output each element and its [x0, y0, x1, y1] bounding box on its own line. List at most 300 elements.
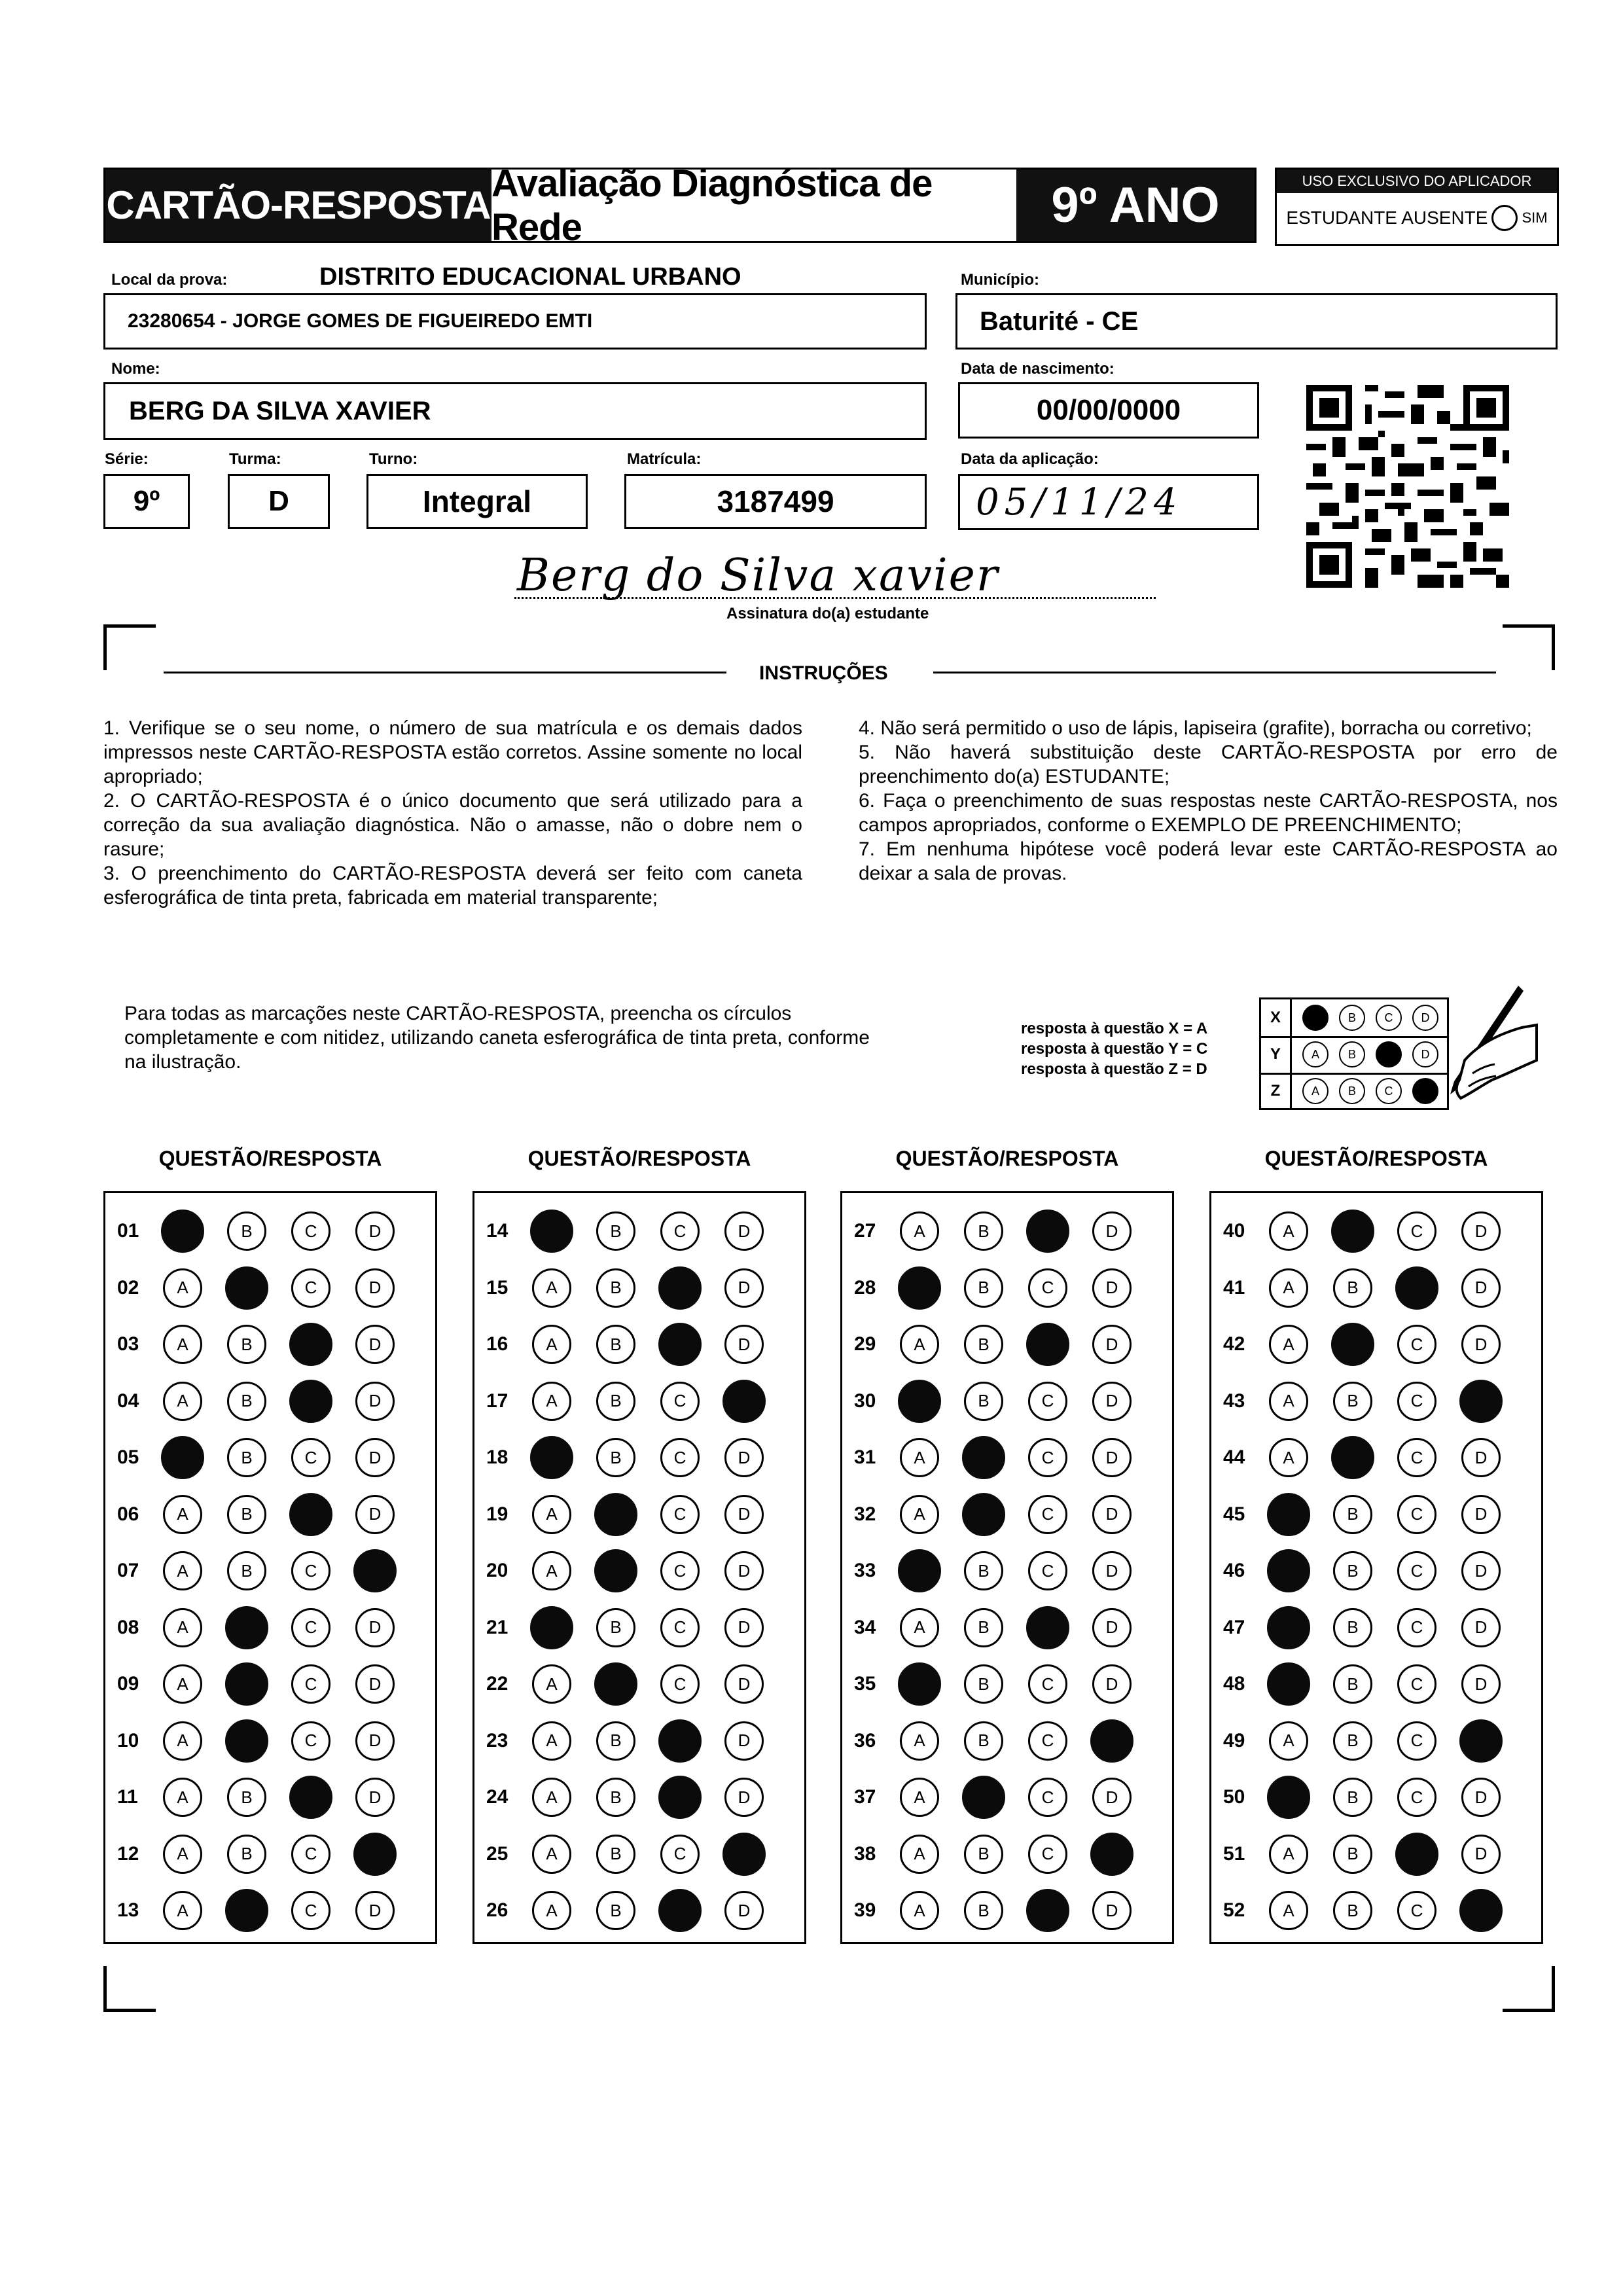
- answer-bubble-d[interactable]: D: [1092, 1382, 1132, 1421]
- answer-bubble-b[interactable]: B: [596, 1268, 635, 1308]
- answer-bubble-c[interactable]: C: [291, 1438, 330, 1477]
- answer-bubble-a[interactable]: [898, 1549, 941, 1592]
- answer-bubble-c[interactable]: C: [1028, 1382, 1067, 1421]
- answer-column-header: QUESTÃO/RESPOSTA: [1264, 1147, 1488, 1170]
- answer-bubble-b[interactable]: [1331, 1436, 1374, 1479]
- question-row: [842, 1664, 1156, 1704]
- question-number: 35: [854, 1673, 876, 1695]
- answer-bubble-b[interactable]: B: [1333, 1664, 1372, 1704]
- answer-bubble-c[interactable]: [658, 1776, 702, 1819]
- local-value: DISTRITO EDUCACIONAL URBANO: [319, 263, 741, 291]
- answer-panel: [473, 1191, 806, 1944]
- question-number: 19: [486, 1503, 508, 1525]
- answer-bubble-d[interactable]: D: [1092, 1608, 1132, 1647]
- answer-bubble-b[interactable]: [962, 1436, 1005, 1479]
- applicator-header: USO EXCLUSIVO DO APLICADOR: [1277, 170, 1557, 193]
- answer-bubble-a[interactable]: A: [532, 1891, 571, 1930]
- answer-bubble-b[interactable]: B: [1333, 1495, 1372, 1534]
- answer-bubble-b[interactable]: B: [964, 1664, 1003, 1704]
- answer-bubble-a[interactable]: [530, 1436, 573, 1479]
- example-bubble: D: [1412, 1005, 1438, 1031]
- turno-label: Turno:: [369, 450, 418, 468]
- answer-bubble-b[interactable]: [594, 1662, 637, 1706]
- answer-bubble-d[interactable]: D: [355, 1382, 395, 1421]
- answer-bubble-c[interactable]: [289, 1380, 332, 1423]
- serie-label: Série:: [105, 450, 149, 468]
- answer-bubble-c[interactable]: C: [291, 1721, 330, 1761]
- question-number: 08: [117, 1616, 139, 1638]
- answer-bubble-a[interactable]: A: [532, 1664, 571, 1704]
- answer-bubble-d[interactable]: D: [1092, 1268, 1132, 1308]
- answer-bubble-a[interactable]: A: [163, 1495, 202, 1534]
- answer-bubble-a[interactable]: [1267, 1662, 1310, 1706]
- answer-bubble-a[interactable]: A: [1269, 1211, 1308, 1251]
- answer-bubble-c[interactable]: C: [1397, 1721, 1436, 1761]
- answer-bubble-c[interactable]: C: [1028, 1268, 1067, 1308]
- question-number: 20: [486, 1560, 508, 1581]
- question-number: 27: [854, 1220, 876, 1242]
- answer-bubble-b[interactable]: [1331, 1323, 1374, 1366]
- answer-bubble-a[interactable]: A: [163, 1268, 202, 1308]
- answer-bubble-a[interactable]: [530, 1210, 573, 1253]
- answer-bubble-d[interactable]: D: [724, 1608, 764, 1647]
- answer-bubble-d[interactable]: D: [1461, 1664, 1501, 1704]
- answer-bubble-c[interactable]: [289, 1776, 332, 1819]
- matricula-label: Matrícula:: [627, 450, 702, 468]
- answer-bubble-b[interactable]: B: [596, 1891, 635, 1930]
- example-row-label: Y: [1261, 1036, 1292, 1073]
- answer-bubble-d[interactable]: D: [1092, 1891, 1132, 1930]
- nasc-value: 00/00/0000: [1036, 394, 1181, 426]
- answer-bubble-d[interactable]: D: [355, 1438, 395, 1477]
- answer-bubble-a[interactable]: [1267, 1493, 1310, 1536]
- question-number: 10: [117, 1729, 139, 1751]
- turno-value: Integral: [422, 484, 532, 518]
- frame-corner-tl: [103, 624, 156, 670]
- answer-bubble-c[interactable]: C: [1397, 1325, 1436, 1364]
- answer-bubble-b[interactable]: B: [596, 1835, 635, 1874]
- answer-bubble-d[interactable]: D: [1092, 1551, 1132, 1590]
- answer-bubble-b[interactable]: B: [1333, 1551, 1372, 1590]
- question-number: 40: [1223, 1220, 1245, 1242]
- answer-bubble-b[interactable]: [594, 1549, 637, 1592]
- answer-bubble-a[interactable]: [1267, 1776, 1310, 1819]
- question-number: 28: [854, 1276, 876, 1299]
- question-row: [474, 1891, 789, 1930]
- answer-bubble-a[interactable]: A: [900, 1608, 939, 1647]
- answer-bubble-a[interactable]: A: [532, 1268, 571, 1308]
- question-number: 32: [854, 1503, 876, 1525]
- answer-bubble-d[interactable]: [1459, 1719, 1503, 1763]
- answer-bubble-a[interactable]: A: [1269, 1721, 1308, 1761]
- answer-bubble-c[interactable]: C: [660, 1211, 700, 1251]
- answer-bubble-c[interactable]: C: [1397, 1382, 1436, 1421]
- answer-bubble-b[interactable]: B: [964, 1268, 1003, 1308]
- answer-bubble-a[interactable]: A: [900, 1835, 939, 1874]
- answer-bubble-d[interactable]: D: [1461, 1438, 1501, 1477]
- answer-bubble-a[interactable]: [161, 1210, 204, 1253]
- answer-bubble-b[interactable]: B: [596, 1325, 635, 1364]
- answer-bubble-c[interactable]: C: [1028, 1438, 1067, 1477]
- answer-bubble-d[interactable]: D: [1092, 1438, 1132, 1477]
- answer-bubble-c[interactable]: [1026, 1210, 1069, 1253]
- answer-bubble-c[interactable]: [658, 1889, 702, 1932]
- question-row: [105, 1835, 419, 1874]
- answer-bubble-a[interactable]: A: [163, 1551, 202, 1590]
- answer-bubble-a[interactable]: A: [900, 1778, 939, 1817]
- question-row: [105, 1211, 419, 1251]
- example-bubble: B: [1339, 1041, 1365, 1067]
- answer-bubble-c[interactable]: C: [1028, 1835, 1067, 1874]
- answer-bubble-c[interactable]: C: [291, 1835, 330, 1874]
- answer-bubble-a[interactable]: A: [532, 1835, 571, 1874]
- answer-bubble-d[interactable]: D: [355, 1325, 395, 1364]
- answer-bubble-c[interactable]: C: [660, 1664, 700, 1704]
- answer-bubble-a[interactable]: A: [163, 1608, 202, 1647]
- answer-bubble-c[interactable]: C: [291, 1551, 330, 1590]
- turma-field: [228, 474, 330, 529]
- turno-field: [366, 474, 588, 529]
- answer-bubble-d[interactable]: [353, 1549, 397, 1592]
- answer-bubble-d[interactable]: D: [1092, 1664, 1132, 1704]
- applicator-box: [1275, 168, 1559, 246]
- answer-bubble-a[interactable]: A: [1269, 1891, 1308, 1930]
- answer-bubble-a[interactable]: A: [1269, 1268, 1308, 1308]
- question-row: [1211, 1835, 1525, 1874]
- instruction-4: 4. Não será permitido o uso de lápis, lapiseira (grafite), borracha ou corretivo;: [859, 717, 1532, 739]
- answer-bubble-c[interactable]: [1395, 1833, 1438, 1876]
- answer-bubble-c[interactable]: [658, 1266, 702, 1310]
- answer-bubble-d[interactable]: D: [355, 1608, 395, 1647]
- question-row: [474, 1268, 789, 1308]
- answer-bubble-b[interactable]: B: [964, 1211, 1003, 1251]
- answer-bubble-d[interactable]: [1090, 1719, 1133, 1763]
- card-title: CARTÃO-RESPOSTA: [105, 170, 491, 241]
- nasc-label: Data de nascimento:: [961, 360, 1115, 378]
- answer-bubble-b[interactable]: B: [1333, 1835, 1372, 1874]
- municipio-field: [955, 293, 1558, 350]
- matricula-value: 3187499: [717, 484, 834, 518]
- answer-bubble-b[interactable]: B: [227, 1325, 266, 1364]
- answer-bubble-d[interactable]: D: [1461, 1608, 1501, 1647]
- answer-bubble-b[interactable]: B: [964, 1721, 1003, 1761]
- answer-bubble-d[interactable]: D: [724, 1891, 764, 1930]
- answer-bubble-b[interactable]: B: [227, 1495, 266, 1534]
- answer-bubble-c[interactable]: C: [1397, 1778, 1436, 1817]
- header-bar: [103, 162, 1257, 249]
- answer-bubble-b[interactable]: B: [964, 1551, 1003, 1590]
- answer-bubble-c[interactable]: C: [660, 1608, 700, 1647]
- answer-bubble-c[interactable]: C: [1397, 1891, 1436, 1930]
- answer-bubble-a[interactable]: A: [532, 1495, 571, 1534]
- answer-bubble-d[interactable]: [1459, 1889, 1503, 1932]
- legend-z: resposta à questão Z = D: [1021, 1060, 1207, 1078]
- answer-bubble-c[interactable]: C: [1397, 1551, 1436, 1590]
- answer-bubble-a[interactable]: [898, 1266, 941, 1310]
- question-number: 24: [486, 1786, 508, 1808]
- answer-bubble-b[interactable]: [225, 1889, 268, 1932]
- exam-title: Avaliação Diagnóstica de Rede: [491, 170, 1016, 241]
- question-row: [105, 1891, 419, 1930]
- answer-bubble-b[interactable]: B: [964, 1325, 1003, 1364]
- answer-bubble-a[interactable]: [898, 1662, 941, 1706]
- answer-bubble-b[interactable]: [225, 1266, 268, 1310]
- answer-bubble-d[interactable]: D: [1461, 1211, 1501, 1251]
- answer-bubble-c[interactable]: C: [1028, 1778, 1067, 1817]
- answer-bubble-b[interactable]: B: [1333, 1891, 1372, 1930]
- answer-bubble-d[interactable]: D: [724, 1325, 764, 1364]
- answer-bubble-b[interactable]: B: [596, 1778, 635, 1817]
- answer-bubble-b[interactable]: B: [596, 1608, 635, 1647]
- answer-bubble-a[interactable]: A: [900, 1721, 939, 1761]
- question-number: 23: [486, 1729, 508, 1751]
- answer-bubble-d[interactable]: D: [355, 1721, 395, 1761]
- turma-label: Turma:: [229, 450, 281, 468]
- answer-bubble-d[interactable]: D: [355, 1268, 395, 1308]
- answer-bubble-c[interactable]: [289, 1493, 332, 1536]
- answer-bubble-d[interactable]: [1459, 1380, 1503, 1423]
- example-row-label: Z: [1261, 1073, 1292, 1109]
- answer-bubble-a[interactable]: A: [163, 1721, 202, 1761]
- answer-bubble-d[interactable]: D: [1092, 1778, 1132, 1817]
- answer-bubble-d[interactable]: D: [355, 1778, 395, 1817]
- answer-bubble-d[interactable]: D: [1461, 1325, 1501, 1364]
- answer-bubble-d[interactable]: D: [1092, 1211, 1132, 1251]
- answer-bubble-a[interactable]: A: [900, 1495, 939, 1534]
- answer-bubble-d[interactable]: D: [1461, 1778, 1501, 1817]
- instructions-right: [859, 716, 1558, 886]
- answer-bubble-c[interactable]: C: [1397, 1608, 1436, 1647]
- answer-bubble-d[interactable]: D: [724, 1495, 764, 1534]
- answer-bubble-c[interactable]: C: [1397, 1438, 1436, 1477]
- answer-bubble-b[interactable]: [225, 1719, 268, 1763]
- answer-bubble-d[interactable]: [722, 1833, 766, 1876]
- question-row: [1211, 1778, 1525, 1817]
- answer-bubble-d[interactable]: D: [1461, 1835, 1501, 1874]
- answer-bubble-c[interactable]: C: [291, 1664, 330, 1704]
- answer-bubble-b[interactable]: B: [596, 1721, 635, 1761]
- answer-bubble-d[interactable]: D: [724, 1551, 764, 1590]
- question-row: [842, 1495, 1156, 1534]
- answer-bubble-a[interactable]: [898, 1380, 941, 1423]
- answer-bubble-c[interactable]: C: [660, 1835, 700, 1874]
- answer-bubble-a[interactable]: A: [900, 1325, 939, 1364]
- answer-bubble-a[interactable]: A: [163, 1835, 202, 1874]
- answer-bubble-d[interactable]: D: [724, 1211, 764, 1251]
- answer-bubble-a[interactable]: A: [532, 1325, 571, 1364]
- instruction-7: 7. Em nenhuma hipótese você poderá levar este CARTÃO-RESPOSTA ao deixar a sala de provas.: [859, 838, 1558, 884]
- answer-bubble-d[interactable]: D: [1092, 1325, 1132, 1364]
- answer-bubble-c[interactable]: [289, 1323, 332, 1366]
- answer-bubble-a[interactable]: A: [532, 1382, 571, 1421]
- example-bubble: B: [1339, 1005, 1365, 1031]
- answer-bubble-c[interactable]: C: [291, 1268, 330, 1308]
- answer-bubble-c[interactable]: [658, 1323, 702, 1366]
- answer-bubble-d[interactable]: D: [355, 1891, 395, 1930]
- municipio-label: Município:: [961, 271, 1039, 289]
- question-row: [474, 1608, 789, 1647]
- answer-bubble-c[interactable]: [1026, 1606, 1069, 1649]
- answer-bubble-d[interactable]: D: [1461, 1268, 1501, 1308]
- answer-bubble-b[interactable]: B: [1333, 1721, 1372, 1761]
- answer-bubble-c[interactable]: C: [291, 1211, 330, 1251]
- question-row: [105, 1608, 419, 1647]
- answer-bubble-b[interactable]: [594, 1493, 637, 1536]
- municipio-value: Baturité - CE: [980, 306, 1139, 336]
- answer-bubble-b[interactable]: B: [964, 1608, 1003, 1647]
- answer-bubble-a[interactable]: A: [163, 1664, 202, 1704]
- answer-bubble-a[interactable]: A: [163, 1325, 202, 1364]
- answer-bubble-b[interactable]: B: [227, 1382, 266, 1421]
- answer-bubble-c[interactable]: C: [660, 1495, 700, 1534]
- answer-bubble-c[interactable]: C: [660, 1551, 700, 1590]
- answer-bubble-d[interactable]: D: [355, 1664, 395, 1704]
- answer-bubble-a[interactable]: A: [1269, 1325, 1308, 1364]
- answer-bubble-b[interactable]: B: [964, 1891, 1003, 1930]
- answer-bubble-c[interactable]: C: [1028, 1551, 1067, 1590]
- answer-bubble-c[interactable]: [1026, 1889, 1069, 1932]
- answer-bubble-d[interactable]: D: [724, 1721, 764, 1761]
- answer-bubble-c[interactable]: [658, 1719, 702, 1763]
- answer-bubble-c[interactable]: [1026, 1323, 1069, 1366]
- question-number: 36: [854, 1729, 876, 1751]
- question-row: [105, 1664, 419, 1704]
- answer-bubble-d[interactable]: D: [355, 1211, 395, 1251]
- question-row: [474, 1382, 789, 1421]
- answer-bubble-c[interactable]: C: [1028, 1721, 1067, 1761]
- example-bubble: D: [1412, 1041, 1438, 1067]
- answer-bubble-a[interactable]: A: [163, 1382, 202, 1421]
- absent-checkbox[interactable]: [1491, 205, 1518, 231]
- example-bubble: [1302, 1005, 1329, 1031]
- question-row: [474, 1721, 789, 1761]
- question-row: [105, 1438, 419, 1477]
- qr-code: [1306, 385, 1509, 588]
- example-bubble: B: [1339, 1078, 1365, 1104]
- answer-bubble-b[interactable]: B: [964, 1835, 1003, 1874]
- answer-bubble-b[interactable]: B: [227, 1835, 266, 1874]
- example-bubble: A: [1302, 1041, 1329, 1067]
- answer-bubble-d[interactable]: D: [1461, 1551, 1501, 1590]
- answer-bubble-d[interactable]: D: [724, 1778, 764, 1817]
- answer-bubble-c[interactable]: C: [1397, 1211, 1436, 1251]
- answer-bubble-b[interactable]: B: [1333, 1608, 1372, 1647]
- answer-bubble-a[interactable]: A: [532, 1551, 571, 1590]
- example-bubble: C: [1376, 1078, 1402, 1104]
- question-row: [105, 1778, 419, 1817]
- answer-bubble-a[interactable]: A: [900, 1438, 939, 1477]
- answer-bubble-d[interactable]: D: [1461, 1495, 1501, 1534]
- answer-bubble-d[interactable]: D: [724, 1268, 764, 1308]
- answer-bubble-d[interactable]: [353, 1833, 397, 1876]
- answer-bubble-a[interactable]: A: [1269, 1835, 1308, 1874]
- answer-bubble-c[interactable]: C: [291, 1891, 330, 1930]
- answer-bubble-b[interactable]: B: [964, 1382, 1003, 1421]
- answer-bubble-c[interactable]: C: [1397, 1495, 1436, 1534]
- answer-bubble-a[interactable]: A: [532, 1721, 571, 1761]
- answer-bubble-d[interactable]: D: [724, 1664, 764, 1704]
- instructions-rule-right: [933, 672, 1496, 673]
- answer-bubble-a[interactable]: A: [163, 1778, 202, 1817]
- question-number: 06: [117, 1503, 139, 1525]
- question-number: 29: [854, 1333, 876, 1355]
- question-row: [474, 1438, 789, 1477]
- school-value: 23280654 - JORGE GOMES DE FIGUEIREDO EMTI: [128, 310, 593, 332]
- answer-bubble-b[interactable]: [1331, 1210, 1374, 1253]
- answer-bubble-a[interactable]: A: [900, 1211, 939, 1251]
- answer-bubble-c[interactable]: C: [660, 1382, 700, 1421]
- answer-bubble-b[interactable]: B: [1333, 1778, 1372, 1817]
- answer-bubble-d[interactable]: D: [724, 1438, 764, 1477]
- answer-bubble-c[interactable]: C: [1397, 1664, 1436, 1704]
- answer-bubble-b[interactable]: B: [1333, 1268, 1372, 1308]
- question-row: [474, 1551, 789, 1590]
- answer-bubble-b[interactable]: B: [227, 1778, 266, 1817]
- question-row: [1211, 1268, 1525, 1308]
- answer-bubble-b[interactable]: B: [596, 1382, 635, 1421]
- answer-bubble-b[interactable]: B: [227, 1438, 266, 1477]
- answer-bubble-a[interactable]: A: [1269, 1382, 1308, 1421]
- answer-bubble-c[interactable]: C: [660, 1438, 700, 1477]
- question-number: 14: [486, 1220, 508, 1242]
- answer-bubble-b[interactable]: B: [596, 1211, 635, 1251]
- question-number: 38: [854, 1842, 876, 1865]
- instruction-1: 1. Verifique se o seu nome, o número de sua matrícula e os demais dados impressos neste CARTÃO-RESPOSTA estão corretos. Assine somente no local apropriado;: [103, 717, 802, 787]
- answer-bubble-a[interactable]: [161, 1436, 204, 1479]
- answer-bubble-d[interactable]: D: [355, 1495, 395, 1534]
- answer-bubble-a[interactable]: [530, 1606, 573, 1649]
- question-row: [842, 1721, 1156, 1761]
- answer-bubble-d[interactable]: [722, 1380, 766, 1423]
- question-number: 18: [486, 1446, 508, 1468]
- answer-bubble-c[interactable]: [1395, 1266, 1438, 1310]
- answer-bubble-b[interactable]: B: [596, 1438, 635, 1477]
- answer-bubble-a[interactable]: A: [163, 1891, 202, 1930]
- question-row: [842, 1835, 1156, 1874]
- question-number: 26: [486, 1899, 508, 1921]
- question-row: [105, 1382, 419, 1421]
- answer-bubble-b[interactable]: [962, 1776, 1005, 1819]
- answer-bubble-b[interactable]: [225, 1662, 268, 1706]
- aplic-label: Data da aplicação:: [961, 450, 1099, 468]
- answer-bubble-a[interactable]: A: [1269, 1438, 1308, 1477]
- answer-bubble-a[interactable]: [1267, 1549, 1310, 1592]
- answer-bubble-b[interactable]: B: [227, 1211, 266, 1251]
- answer-bubble-a[interactable]: A: [532, 1778, 571, 1817]
- answer-bubble-b[interactable]: B: [1333, 1382, 1372, 1421]
- question-row: [1211, 1551, 1525, 1590]
- frame-corner-br: [1503, 1966, 1555, 2012]
- question-row: [474, 1325, 789, 1364]
- answer-bubble-d[interactable]: [1090, 1833, 1133, 1876]
- answer-bubble-b[interactable]: B: [227, 1551, 266, 1590]
- example-bubble: [1376, 1041, 1402, 1067]
- question-row: [842, 1551, 1156, 1590]
- answer-bubble-d[interactable]: D: [1092, 1495, 1132, 1534]
- question-number: 48: [1223, 1673, 1245, 1695]
- question-row: [105, 1551, 419, 1590]
- instruction-3: 3. O preenchimento do CARTÃO-RESPOSTA deverá ser feito com caneta esferográfica de tinta preta, fabricada em material transparente;: [103, 863, 802, 908]
- answer-bubble-c[interactable]: C: [1028, 1664, 1067, 1704]
- answer-bubble-b[interactable]: [962, 1493, 1005, 1536]
- answer-bubble-c[interactable]: C: [1028, 1495, 1067, 1534]
- answer-bubble-c[interactable]: C: [291, 1608, 330, 1647]
- question-row: [474, 1664, 789, 1704]
- answer-bubble-b[interactable]: [225, 1606, 268, 1649]
- absent-label: ESTUDANTE AUSENTE: [1286, 207, 1488, 228]
- answer-bubble-a[interactable]: A: [900, 1891, 939, 1930]
- answer-bubble-a[interactable]: [1267, 1606, 1310, 1649]
